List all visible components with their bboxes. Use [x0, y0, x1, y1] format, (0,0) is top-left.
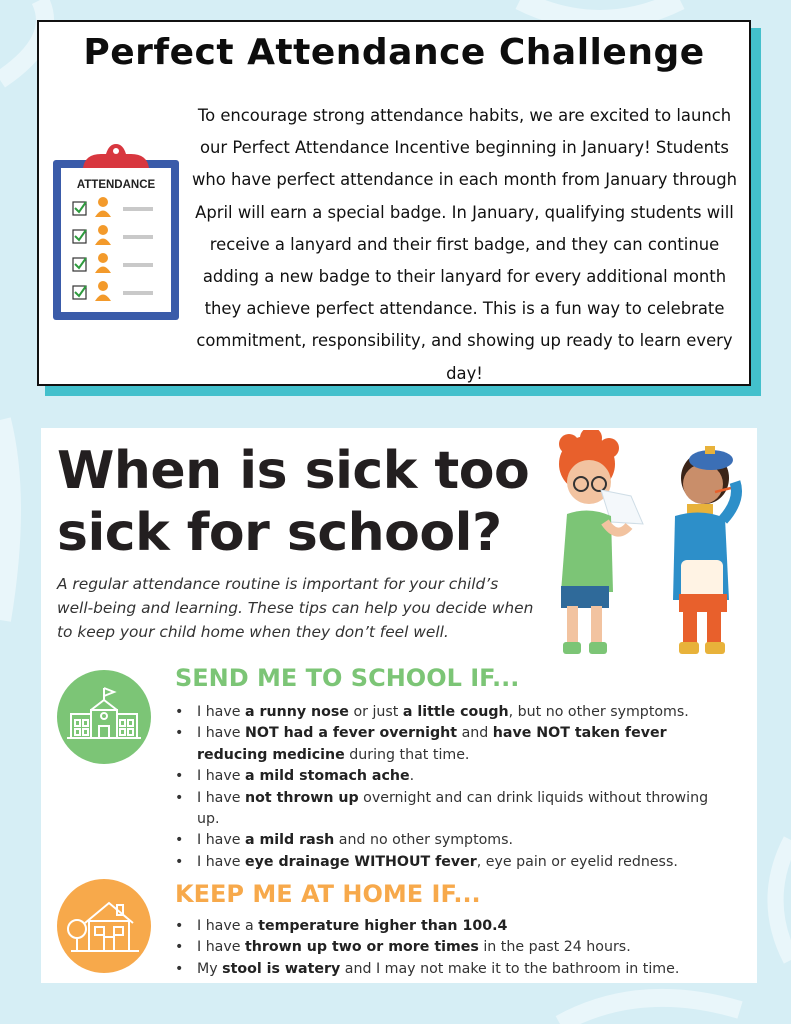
list-item: • I have a mild rash and no other symptoms.	[175, 830, 735, 851]
challenge-description: To encourage strong attendance habits, we are excited to launch our Perfect Attendance Incentive beginning in January! Students who have perfect attendance in each month from January through April will earn a special badge. In January, qualifying students will receive a lanyard and their first badge, and they can continue adding a new badge to their lanyard for every additional month they achieve perfect attendance. This is a fun way to celebrate commitment, responsibility, and showing up ready to learn every day!	[191, 106, 738, 383]
sick-headline	[57, 440, 529, 564]
attendance-clipboard-icon	[51, 144, 181, 322]
list-item: • I have not thrown up overnight and can drink liquids without throwing up.	[175, 788, 735, 831]
sick-subtitle: A regular attendance routine is important for your child’s well-being and learning. These tips can help you decide when to keep your child home when they don’t feel well.	[57, 575, 534, 641]
keep-home-list	[175, 916, 735, 980]
list-item: • I have a temperature higher than 100.4	[175, 916, 735, 937]
sick-kids-illustration	[539, 430, 757, 666]
list-item: • I have thrown up two or more times in the past 24 hours.	[175, 937, 735, 958]
attendance-challenge-card	[37, 20, 751, 386]
headline-line-2: sick for school?	[57, 503, 502, 563]
list-item: • My stool is watery and I may not make it to the bathroom in time.	[175, 959, 735, 980]
headline-line-1: When is sick too	[57, 441, 530, 501]
list-item: • I have eye drainage WITHOUT fever, eye pain or eyelid redness.	[175, 852, 735, 873]
clipboard-label: ATTENDANCE	[76, 179, 156, 191]
send-to-school-title: SEND ME TO SCHOOL IF...	[175, 664, 520, 692]
house-icon	[57, 879, 151, 973]
list-item: • I have a runny nose or just a little cough, but no other symptoms.	[175, 702, 735, 723]
send-to-school-list	[175, 702, 735, 873]
school-building-icon	[57, 670, 151, 764]
sick-guide-infographic	[41, 428, 757, 983]
challenge-title: Perfect Attendance Challenge	[83, 32, 705, 73]
list-item: • I have NOT had a fever overnight and have NOT taken fever reducing medicine during that time.	[175, 723, 735, 766]
keep-home-title: KEEP ME AT HOME IF...	[175, 880, 481, 908]
list-item: • I have a mild stomach ache.	[175, 766, 735, 787]
